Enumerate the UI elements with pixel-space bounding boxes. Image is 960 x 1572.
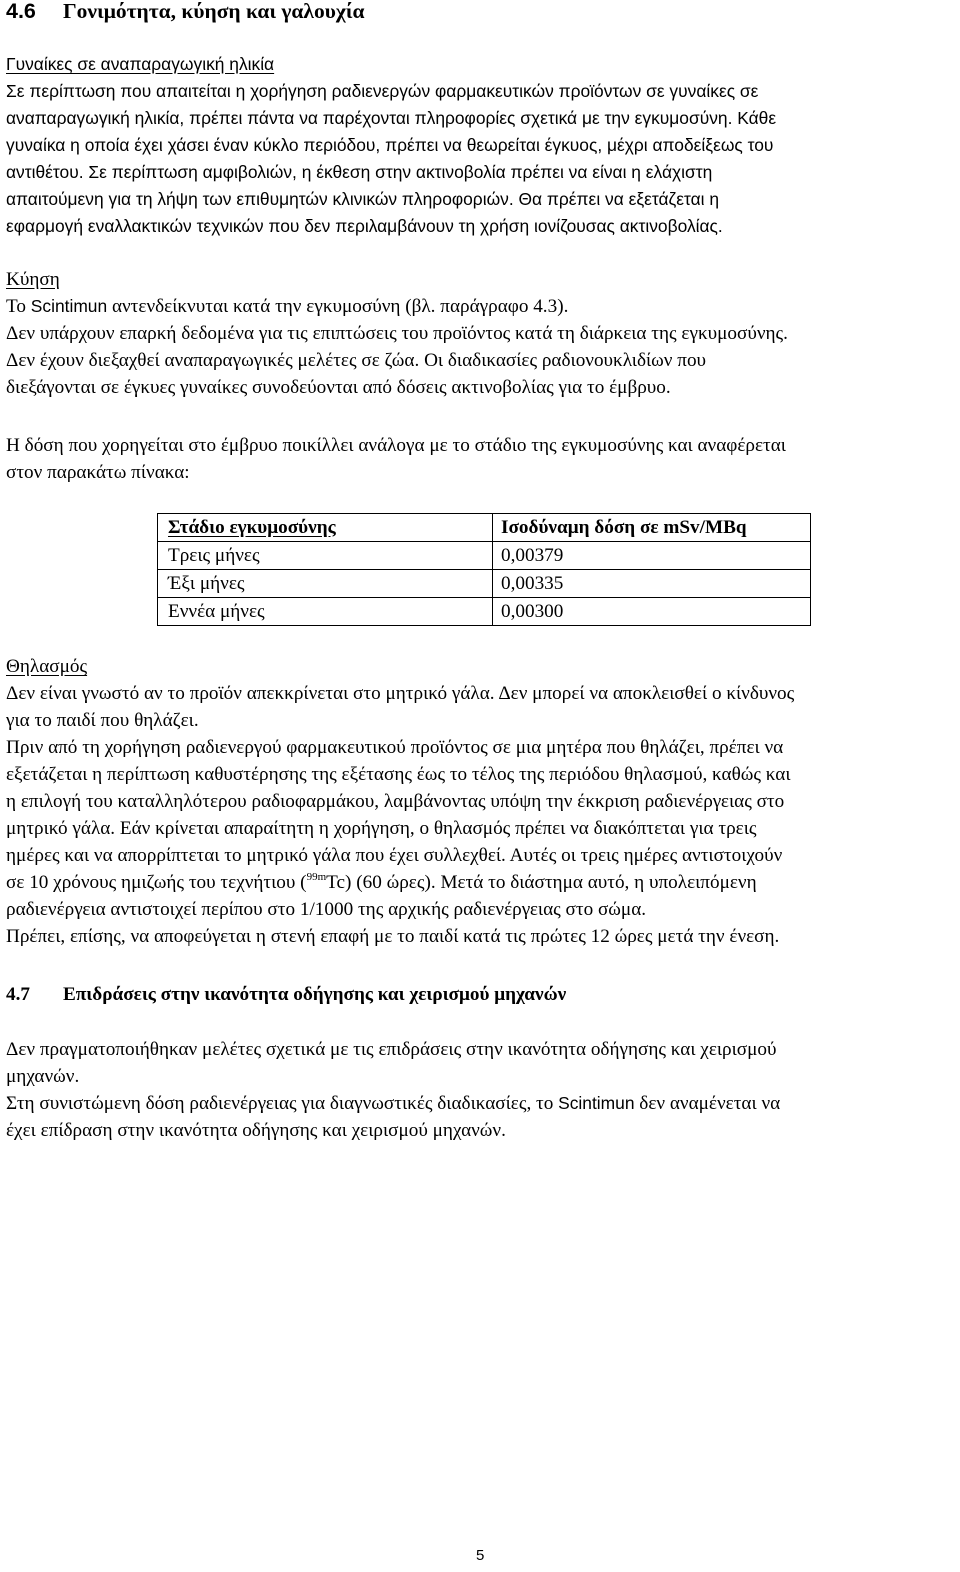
table-cell: Έξι μήνες: [158, 570, 493, 598]
section-title: Γονιμότητα, κύηση και γαλουχία: [63, 0, 365, 23]
paragraph-line: στον παρακάτω πίνακα:: [6, 462, 190, 483]
driving-block: [6, 1036, 780, 1144]
paragraph-line: για το παιδί που θηλάζει.: [6, 710, 199, 731]
women-reproductive-age-block: [6, 51, 776, 240]
text-span: Tc) (60 ώρες). Μετά το διάστημα αυτό, η υπολειπόμενη: [326, 872, 757, 893]
section-number: 4.7: [6, 984, 30, 1005]
pregnancy-block: [6, 266, 788, 401]
paragraph-line: Πρέπει, επίσης, να αποφεύγεται η στενή επαφή με το παιδί κατά τις πρώτες 12 ώρες μετά την ένεση.: [6, 926, 780, 947]
section-4-6-heading: [6, 0, 364, 24]
pregnancy-subheading: Κύηση: [6, 269, 60, 290]
product-name: Scintimun: [558, 1093, 635, 1113]
paragraph-line: [6, 869, 794, 896]
table-row: [158, 570, 811, 598]
section-4-7-heading: [6, 981, 566, 1008]
text-span: Το: [6, 296, 31, 317]
column-header: Στάδιο εγκυμοσύνης: [158, 514, 493, 542]
paragraph-line: Δεν είναι γνωστό αν το προϊόν απεκκρίνεται στο μητρικό γάλα. Δεν μπορεί να αποκλεισθεί ο κίνδυνος: [6, 683, 795, 704]
table-cell: 0,00379: [493, 542, 811, 570]
section-title: Επιδράσεις στην ικανότητα οδήγησης και χειρισμού μηχανών: [63, 984, 567, 1005]
paragraph-line: Δεν υπάρχουν επαρκή δεδομένα για τις επιπτώσεις του προϊόντος κατά τη διάρκεια της εγκυμοσύνης.: [6, 323, 788, 344]
paragraph-line: έχει επίδραση στην ικανότητα οδήγησης και χειρισμού μηχανών.: [6, 1120, 506, 1141]
text-span: αντενδείκνυται κατά την εγκυμοσύνη (βλ. παράγραφο 4.3).: [107, 296, 569, 317]
paragraph-line: εφαρμογή εναλλακτικών τεχνικών που δεν περιλαμβάνουν τη χρήση ιονίζουσας ακτινοβολίας.: [6, 216, 723, 236]
paragraph-line: Δεν πραγματοποιήθηκαν μελέτες σχετικά με τις επιδράσεις στην ικανότητα οδήγησης και χειρισμού: [6, 1039, 777, 1060]
table-row: [158, 598, 811, 626]
paragraph-line: ημέρες και να απορρίπτεται το μητρικό γάλα που έχει συλλεχθεί. Αυτές οι τρεις ημέρες αντιστοιχούν: [6, 845, 783, 866]
paragraph-line: Σε περίπτωση που απαιτείται η χορήγηση ραδιενεργών φαρμακευτικών προϊόντων σε γυναίκες σε: [6, 81, 759, 101]
paragraph-line: εξετάζεται η περίπτωση καθυστέρησης της εξέτασης έως το τέλος της περιόδου θηλασμού, καθώς και: [6, 764, 791, 785]
fetal-dose-table: [157, 513, 811, 626]
dose-intro: [6, 432, 786, 486]
paragraph-line: η επιλογή του καταλληλότερου ραδιοφαρμάκου, λαμβάνοντας υπόψη την έκκριση ραδιενέργειας στο: [6, 791, 785, 812]
text-span: σε 10 χρόνους ημιζωής του τεχνήτιου (: [6, 872, 307, 893]
paragraph-line: [6, 293, 788, 320]
paragraph-line: μηχανών.: [6, 1066, 80, 1087]
paragraph-line: απαιτούμενη για τη λήψη των επιθυμητών κλινικών πληροφοριών. Θα πρέπει να εξετάζεται η: [6, 189, 720, 209]
page-number: 5: [476, 1547, 485, 1564]
section-number: 4.6: [6, 0, 36, 23]
paragraph-line: Δεν έχουν διεξαχθεί αναπαραγωγικές μελέτες σε ζώα. Οι διαδικασίες ραδιονουκλιδίων που: [6, 350, 707, 371]
table-row: [158, 542, 811, 570]
text-span: δεν αναμένεται να: [634, 1093, 781, 1114]
table-header-row: [158, 514, 811, 542]
table-cell: 0,00300: [493, 598, 811, 626]
isotope-superscript: 99m: [306, 871, 327, 883]
paragraph-line: αναπαραγωγική ηλικία, πρέπει πάντα να παρέχονται πληροφορίες σχετικά με την εγκυμοσύνη. Κάθε: [6, 108, 777, 128]
table-cell: 0,00335: [493, 570, 811, 598]
paragraph-line: ραδιενέργεια αντιστοιχεί περίπου στο 1/1000 της αρχικής ραδιενέργειας στο σώμα.: [6, 899, 647, 920]
paragraph-line: μητρικό γάλα. Εάν κρίνεται απαραίτητη η χορήγηση, ο θηλασμός πρέπει να διακόπτεται για τρεις: [6, 818, 757, 839]
paragraph-line: Η δόση που χορηγείται στο έμβρυο ποικίλλει ανάλογα με το στάδιο της εγκυμοσύνης και αναφέρεται: [6, 435, 786, 456]
table-cell: Τρεις μήνες: [158, 542, 493, 570]
product-name: Scintimun: [30, 296, 108, 316]
paragraph-line: αντιθέτου. Σε περίπτωση αμφιβολιών, η έκθεση στην ακτινοβολία πρέπει να είναι η ελάχιστη: [6, 162, 713, 182]
column-header: Ισοδύναμη δόση σε mSv/MBq: [493, 514, 811, 542]
breastfeeding-block: [6, 653, 794, 950]
paragraph-line: [6, 1090, 780, 1117]
paragraph-line: Πριν από τη χορήγηση ραδιενεργού φαρμακευτικού προϊόντος σε μια μητέρα που θηλάζει, πρέπει να: [6, 737, 784, 758]
breastfeeding-subheading: Θηλασμός: [6, 656, 88, 677]
women-subheading: Γυναίκες σε αναπαραγωγική ηλικία: [6, 54, 275, 74]
paragraph-line: διεξάγονται σε έγκυες γυναίκες συνοδεύονται από δόσεις ακτινοβολίας για το έμβρυο.: [6, 377, 671, 398]
paragraph-line: γυναίκα η οποία έχει χάσει έναν κύκλο περιόδου, πρέπει να θεωρείται έγκυος, μέχρι αποδείξεως του: [6, 135, 774, 155]
table-cell: Εννέα μήνες: [158, 598, 493, 626]
text-span: Στη συνιστώμενη δόση ραδιενέργειας για διαγνωστικές διαδικασίες, το: [6, 1093, 559, 1114]
